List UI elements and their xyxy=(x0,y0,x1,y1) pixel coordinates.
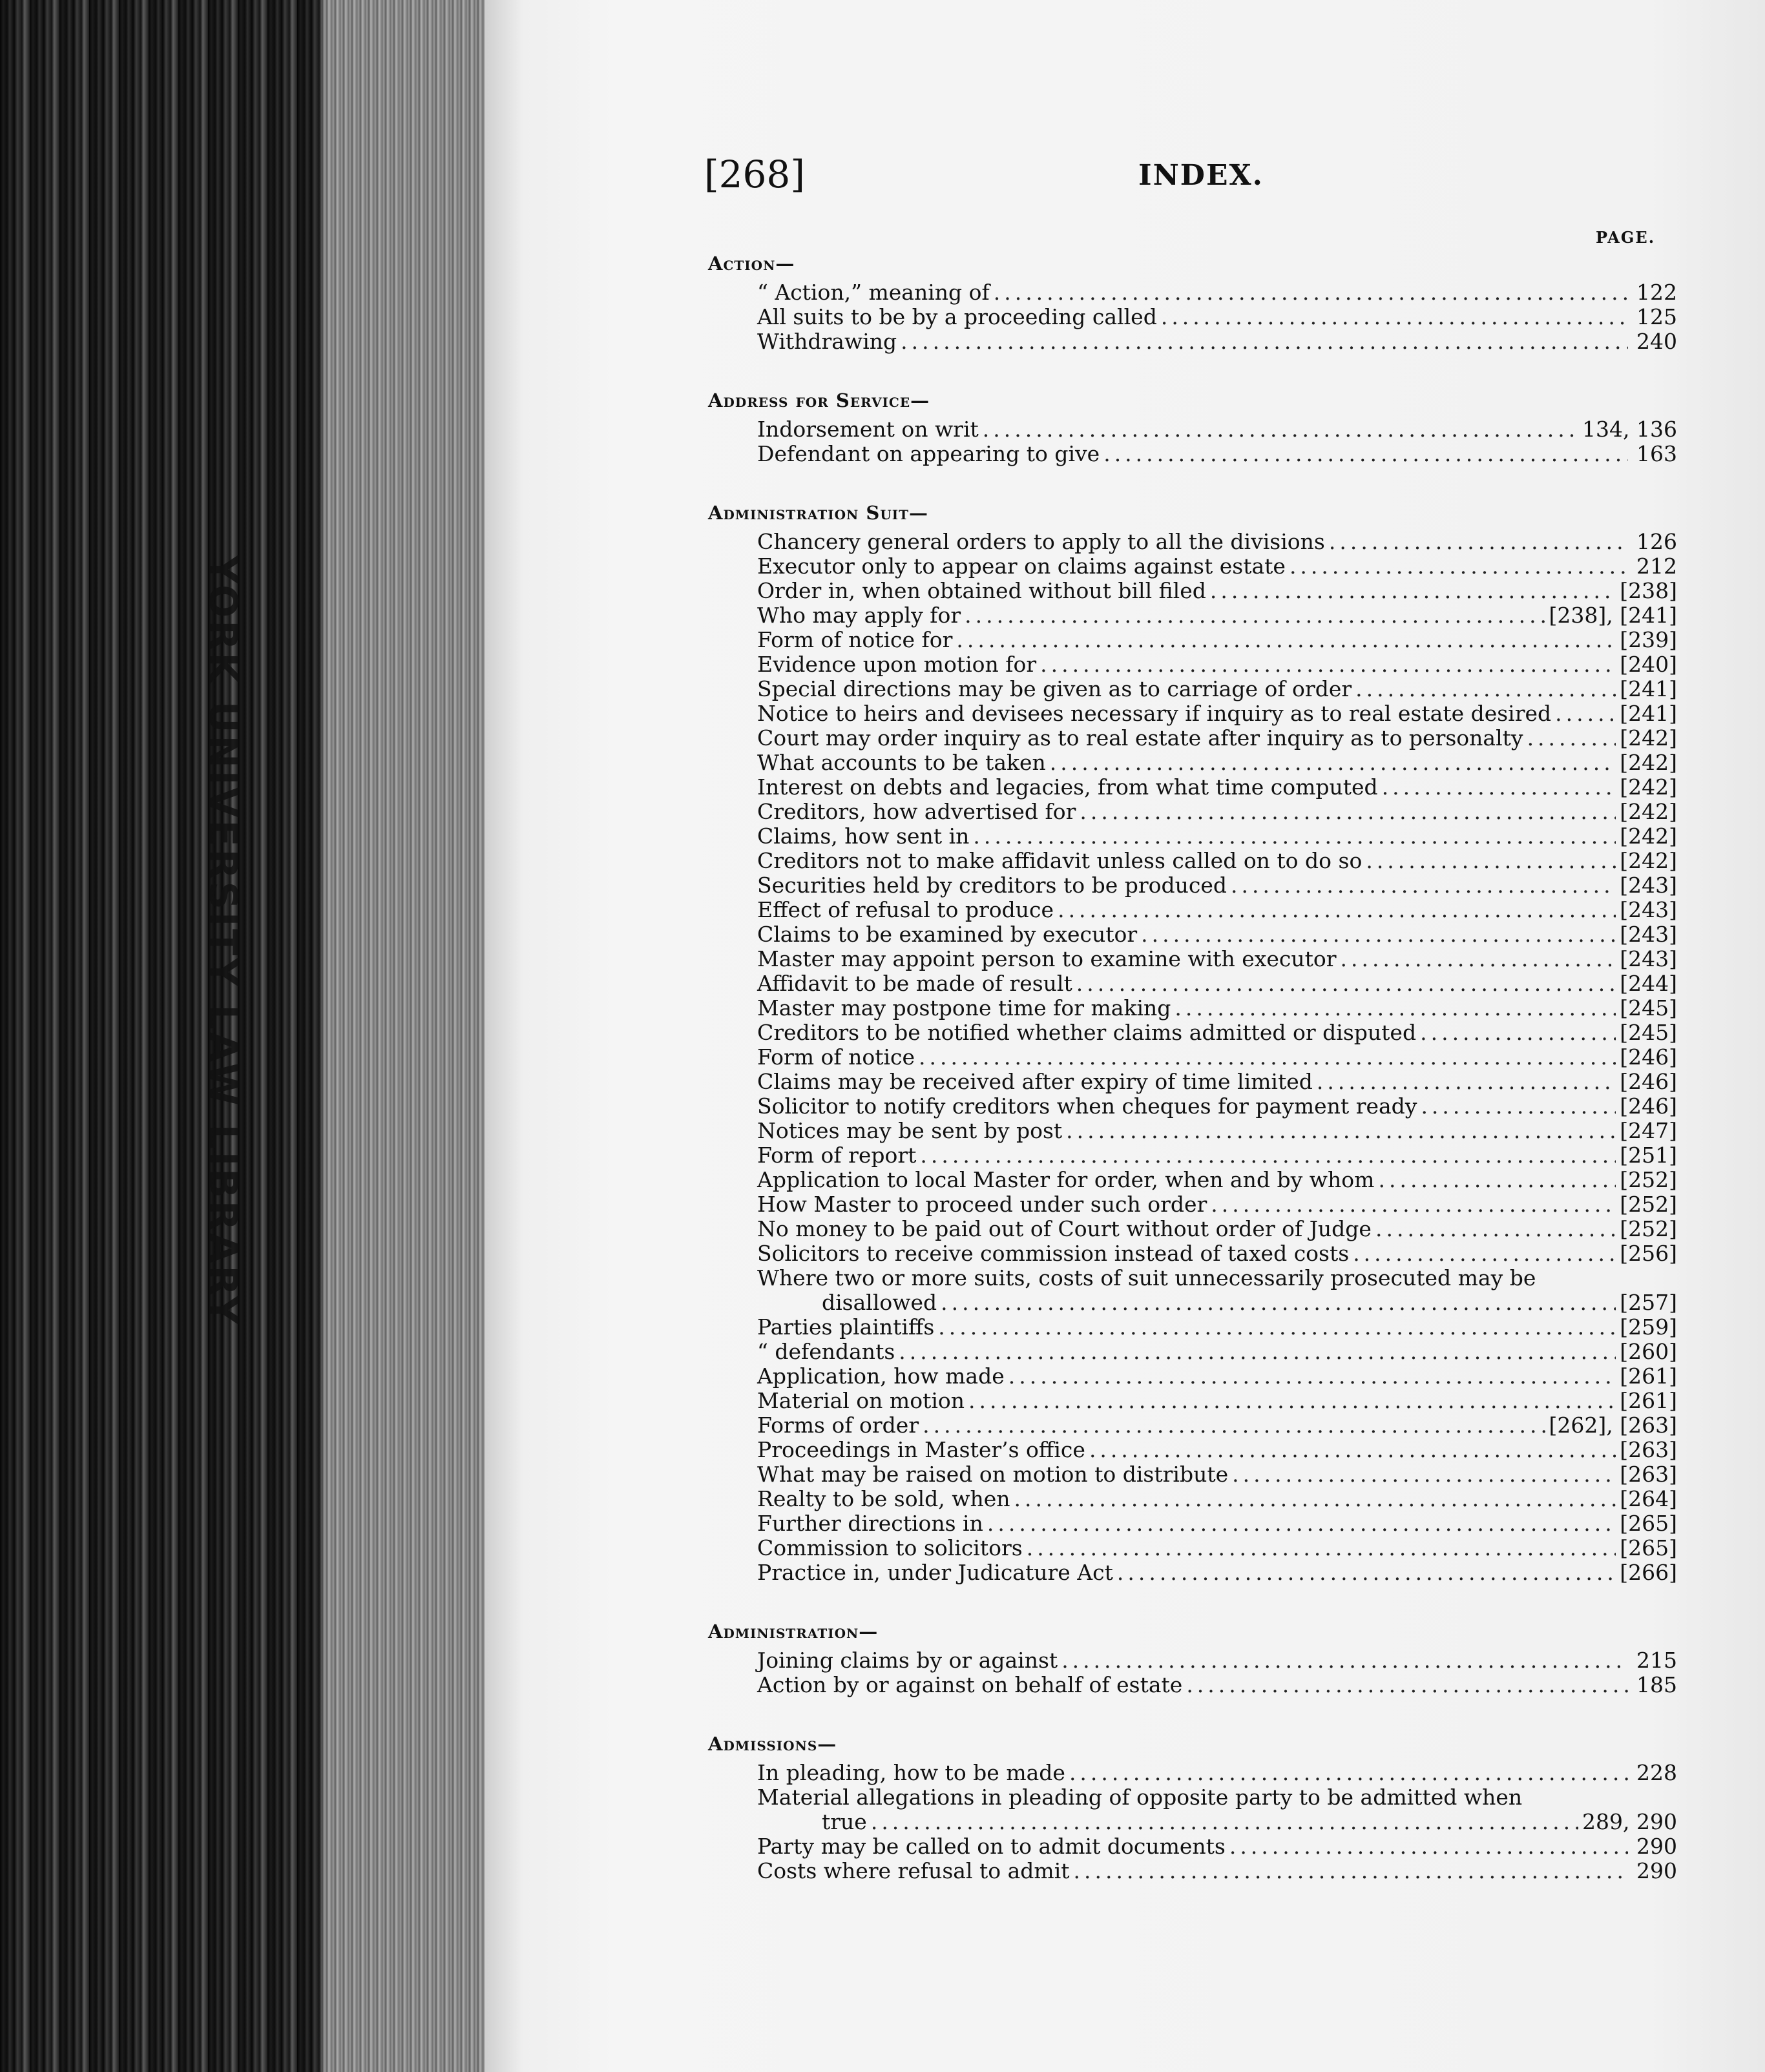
index-entry xyxy=(708,554,1677,579)
dot-leader xyxy=(1027,1536,1616,1560)
dot-leader xyxy=(1366,849,1616,873)
entry-label: Defendant on appearing to give xyxy=(757,441,1100,466)
index-entry xyxy=(708,1340,1677,1364)
entry-label: Court may order inquiry as to real estate after inquiry as to personalty xyxy=(757,725,1523,751)
entry-label: Executor only to appear on claims against estate xyxy=(757,554,1286,579)
index-section xyxy=(708,251,1677,354)
index-entry xyxy=(708,1487,1677,1511)
dot-leader xyxy=(1117,1560,1616,1585)
index-entry xyxy=(708,1020,1677,1045)
index-entry xyxy=(708,1859,1677,1883)
entry-label: Affidavit to be made of result xyxy=(757,971,1072,996)
entry-label: Material on motion xyxy=(757,1388,965,1413)
index-entry xyxy=(708,603,1677,628)
page-reference: 185 xyxy=(1636,1672,1677,1697)
dot-leader xyxy=(1378,1168,1616,1192)
dot-leader xyxy=(994,280,1628,305)
index-entry xyxy=(708,305,1677,329)
index-entry xyxy=(708,1143,1677,1168)
page-reference: [252] xyxy=(1620,1216,1677,1241)
page-reference: 122 xyxy=(1636,280,1677,305)
dot-leader xyxy=(1050,751,1616,775)
section-heading: Address for Service— xyxy=(708,389,930,411)
page-reference: [251] xyxy=(1620,1143,1677,1168)
dot-leader xyxy=(899,1340,1616,1364)
page-header xyxy=(704,152,1667,204)
index-entry xyxy=(708,898,1677,922)
dot-leader xyxy=(1317,1070,1616,1094)
entry-label: Proceedings in Master’s office xyxy=(757,1437,1085,1462)
index-entry xyxy=(708,1094,1677,1119)
entry-label: No money to be paid out of Court without order of Judge xyxy=(757,1216,1372,1241)
entry-label: Application, how made xyxy=(757,1363,1005,1389)
entry-label: Party may be called on to admit documents xyxy=(757,1834,1226,1859)
entry-label: “ Action,” meaning of xyxy=(757,280,990,305)
entry-label: Costs where refusal to admit xyxy=(757,1858,1070,1883)
page-reference: [252] xyxy=(1620,1167,1677,1192)
dot-leader xyxy=(983,417,1578,442)
entry-label: Notices may be sent by post xyxy=(757,1118,1063,1143)
dot-leader xyxy=(1175,996,1616,1020)
index-entry xyxy=(708,1536,1677,1560)
page-reference: [265] xyxy=(1620,1535,1677,1560)
dot-leader xyxy=(956,628,1616,652)
page-reference: [256] xyxy=(1620,1241,1677,1266)
entry-label: Special directions may be given as to carriage of order xyxy=(757,676,1352,701)
entry-label: Application to local Master for order, when and by whom xyxy=(757,1167,1375,1192)
page-reference: [242] xyxy=(1620,824,1677,849)
dot-leader xyxy=(965,603,1545,628)
entry-label: disallowed xyxy=(822,1290,937,1315)
index-entry xyxy=(708,1810,1677,1834)
page-reference: [263] xyxy=(1620,1437,1677,1462)
page-reference: [243] xyxy=(1620,922,1677,947)
index-entry xyxy=(708,996,1677,1020)
index-entry xyxy=(708,1192,1677,1217)
section-heading: Administration— xyxy=(708,1621,879,1642)
entry-label: Indorsement on writ xyxy=(757,417,979,442)
page-column-label: PAGE. xyxy=(1596,228,1656,247)
index-entry xyxy=(708,751,1677,775)
entry-label: Creditors to be notified whether claims admitted or disputed xyxy=(757,1020,1417,1045)
page-reference: [242] xyxy=(1620,750,1677,775)
index-entry xyxy=(708,1834,1677,1859)
page-reference: [266] xyxy=(1620,1560,1677,1585)
dot-leader xyxy=(973,824,1616,849)
page-reference: [245] xyxy=(1620,995,1677,1020)
entry-label: Creditors not to make affidavit unless called on to do so xyxy=(757,848,1363,873)
index-entry xyxy=(708,971,1677,996)
dot-leader xyxy=(1229,1834,1628,1859)
entry-label: Claims may be received after expiry of time limited xyxy=(757,1069,1313,1094)
entry-label: Withdrawing xyxy=(757,329,897,354)
page-reference: 289, 290 xyxy=(1582,1809,1677,1834)
index-entry xyxy=(708,849,1677,873)
dot-leader xyxy=(1141,922,1616,947)
index-entry xyxy=(708,1673,1677,1697)
dot-leader xyxy=(1290,554,1628,579)
entry-label: Evidence upon motion for xyxy=(757,652,1037,677)
entry-label: How Master to proceed under such order xyxy=(757,1192,1207,1217)
index-entry xyxy=(708,824,1677,849)
dot-leader xyxy=(1074,1859,1628,1883)
dot-leader xyxy=(1186,1673,1628,1697)
entry-label: Interest on debts and legacies, from what time computed xyxy=(757,774,1378,800)
index-entry-first-line: Where two or more suits, costs of suit unnecessarily prosecuted may be xyxy=(757,1265,1536,1290)
entry-label: Claims to be examined by executor xyxy=(757,922,1138,947)
page-reference: [243] xyxy=(1620,873,1677,898)
dot-leader xyxy=(1069,1761,1628,1785)
entry-label: Notice to heirs and devisees necessary if inquiry as to real estate desired xyxy=(757,701,1552,726)
page-reference: [261] xyxy=(1620,1363,1677,1389)
page-reference: [246] xyxy=(1620,1093,1677,1119)
index-entry xyxy=(708,1315,1677,1340)
entry-label: Form of report xyxy=(757,1143,917,1168)
dot-leader xyxy=(1080,800,1616,824)
entry-label: Claims, how sent in xyxy=(757,824,970,849)
dot-leader xyxy=(1555,701,1616,726)
entry-label: Securities held by creditors to be produced xyxy=(757,873,1227,898)
index-entry xyxy=(708,1462,1677,1487)
page-reference: [260] xyxy=(1620,1339,1677,1364)
entry-label: true xyxy=(822,1809,867,1834)
index-entry xyxy=(708,1364,1677,1389)
dot-leader xyxy=(1161,305,1628,329)
index-content xyxy=(708,251,1677,1917)
index-entry xyxy=(708,1560,1677,1585)
page-reference: 290 xyxy=(1636,1858,1677,1883)
page-reference: 125 xyxy=(1636,304,1677,329)
dot-leader xyxy=(1061,1648,1628,1673)
dot-leader xyxy=(1103,442,1628,466)
dot-leader xyxy=(920,1143,1616,1168)
index-entry xyxy=(708,628,1677,652)
section-heading: Administration Suit— xyxy=(708,502,929,524)
page-reference: [259] xyxy=(1620,1314,1677,1340)
dot-leader xyxy=(1040,652,1616,677)
index-entry xyxy=(708,1070,1677,1094)
entry-label: All suits to be by a proceeding called xyxy=(757,304,1157,329)
dot-leader xyxy=(941,1290,1616,1315)
index-entry xyxy=(708,1119,1677,1143)
entry-label: What may be raised on motion to distribute xyxy=(757,1462,1229,1487)
dot-leader xyxy=(1008,1364,1616,1389)
page-reference: [239] xyxy=(1620,627,1677,652)
book-page-edges xyxy=(0,0,491,2072)
index-section xyxy=(708,1731,1677,1883)
index-entry xyxy=(708,530,1677,554)
index-entry xyxy=(708,701,1677,726)
page-reference: 240 xyxy=(1636,329,1677,354)
index-entry xyxy=(708,1241,1677,1266)
dot-leader xyxy=(1420,1020,1616,1045)
page-reference: 215 xyxy=(1636,1648,1677,1673)
dot-leader xyxy=(1421,1094,1616,1119)
entry-label: Chancery general orders to apply to all the divisions xyxy=(757,529,1325,554)
entry-label: Solicitors to receive commission instead of taxed costs xyxy=(757,1241,1350,1266)
index-section xyxy=(708,388,1677,466)
page-reference: 134, 136 xyxy=(1582,417,1677,442)
dot-leader xyxy=(919,1045,1616,1070)
dot-leader xyxy=(1066,1119,1616,1143)
page-reference: [262], [263] xyxy=(1549,1413,1677,1438)
index-entry xyxy=(708,1413,1677,1438)
page-reference: [242] xyxy=(1620,725,1677,751)
dot-leader xyxy=(1382,775,1616,800)
index-entry xyxy=(708,1168,1677,1192)
entry-label: Creditors, how advertised for xyxy=(757,799,1076,824)
page-reference: [245] xyxy=(1620,1020,1677,1045)
entry-label: Action by or against on behalf of estate xyxy=(757,1672,1183,1697)
page-reference: [246] xyxy=(1620,1069,1677,1094)
page-reference: [261] xyxy=(1620,1388,1677,1413)
index-entry xyxy=(708,1511,1677,1536)
page-reference: 290 xyxy=(1636,1834,1677,1859)
index-entry xyxy=(708,947,1677,971)
dot-leader xyxy=(1211,1192,1616,1217)
entry-label: What accounts to be taken xyxy=(757,750,1046,775)
dot-leader xyxy=(1329,530,1628,554)
page-reference: [257] xyxy=(1620,1290,1677,1315)
dot-leader xyxy=(1231,873,1616,898)
entry-label: In pleading, how to be made xyxy=(757,1760,1065,1785)
index-section xyxy=(708,500,1677,1585)
index-entry xyxy=(708,417,1677,442)
page-reference: [238] xyxy=(1620,578,1677,603)
entry-label: Form of notice for xyxy=(757,627,953,652)
entry-label: Effect of refusal to produce xyxy=(757,897,1054,922)
page-reference: [242] xyxy=(1620,799,1677,824)
index-entry xyxy=(708,1389,1677,1413)
index-entry xyxy=(708,1045,1677,1070)
dot-leader xyxy=(901,329,1628,354)
entry-label: Master may postpone time for making xyxy=(757,995,1171,1020)
page-reference: [246] xyxy=(1620,1044,1677,1070)
dot-leader xyxy=(938,1315,1616,1340)
entry-label: Master may appoint person to examine with executor xyxy=(757,946,1337,971)
section-heading: Admissions— xyxy=(708,1733,837,1755)
page-reference: 228 xyxy=(1636,1760,1677,1785)
page-reference: [243] xyxy=(1620,946,1677,971)
index-entry xyxy=(708,579,1677,603)
dot-leader xyxy=(1341,947,1616,971)
dot-leader xyxy=(1353,1241,1616,1266)
dot-leader xyxy=(1089,1438,1616,1462)
index-entry xyxy=(708,775,1677,800)
entry-label: Practice in, under Judicature Act xyxy=(757,1560,1113,1585)
page-reference: [242] xyxy=(1620,774,1677,800)
dot-leader xyxy=(1375,1217,1616,1241)
page-reference: [264] xyxy=(1620,1486,1677,1511)
entry-label: Order in, when obtained without bill filed xyxy=(757,578,1206,603)
entry-label: Forms of order xyxy=(757,1413,919,1438)
page-reference: [241] xyxy=(1620,676,1677,701)
index-entry xyxy=(708,280,1677,305)
index-entry xyxy=(708,1217,1677,1241)
dot-leader xyxy=(1232,1462,1616,1487)
index-entry xyxy=(708,1438,1677,1462)
page-reference: 212 xyxy=(1636,554,1677,579)
index-entry xyxy=(708,922,1677,947)
index-entry xyxy=(708,1761,1677,1785)
entry-label: Parties plaintiffs xyxy=(757,1314,935,1340)
section-heading: Action— xyxy=(708,253,795,275)
dot-leader xyxy=(923,1413,1545,1438)
page-reference: 126 xyxy=(1636,529,1677,554)
entry-label: Who may apply for xyxy=(757,603,961,628)
dot-leader xyxy=(1527,726,1616,751)
page-reference: 163 xyxy=(1636,441,1677,466)
dot-leader xyxy=(1355,677,1616,701)
entry-label: Commission to solicitors xyxy=(757,1535,1023,1560)
index-entry xyxy=(708,800,1677,824)
entry-label: Realty to be sold, when xyxy=(757,1486,1010,1511)
index-entry-first-line: Material allegations in pleading of opposite party to be admitted when xyxy=(757,1785,1523,1810)
index-entry xyxy=(708,1648,1677,1673)
index-section xyxy=(708,1619,1677,1697)
page-reference: [240] xyxy=(1620,652,1677,677)
page-reference: [247] xyxy=(1620,1118,1677,1143)
dot-leader xyxy=(987,1511,1616,1536)
index-entry xyxy=(708,442,1677,466)
dot-leader xyxy=(1210,579,1616,603)
dot-leader xyxy=(1058,898,1616,922)
index-entry xyxy=(708,873,1677,898)
dot-leader xyxy=(968,1389,1616,1413)
page-reference: [243] xyxy=(1620,897,1677,922)
page-reference: [265] xyxy=(1620,1511,1677,1536)
page-reference: [244] xyxy=(1620,971,1677,996)
index-entry xyxy=(708,726,1677,751)
entry-label: Form of notice xyxy=(757,1044,915,1070)
page-number: [268] xyxy=(704,152,805,196)
index-entry xyxy=(708,1290,1677,1315)
page-title: INDEX. xyxy=(1138,159,1264,192)
page-reference: [252] xyxy=(1620,1192,1677,1217)
entry-label: Joining claims by or against xyxy=(757,1648,1058,1673)
dot-leader xyxy=(1014,1487,1616,1511)
index-entry xyxy=(708,652,1677,677)
page-reference: [242] xyxy=(1620,848,1677,873)
index-entry xyxy=(708,677,1677,701)
page-reference: [241] xyxy=(1620,701,1677,726)
index-entry xyxy=(708,329,1677,354)
page-reference: [238], [241] xyxy=(1549,603,1677,628)
entry-label: “ defendants xyxy=(757,1339,895,1364)
dot-leader xyxy=(871,1810,1578,1834)
dot-leader xyxy=(1076,971,1616,996)
entry-label: Solicitor to notify creditors when cheques for payment ready xyxy=(757,1093,1417,1119)
page-reference: [263] xyxy=(1620,1462,1677,1487)
spine-stamp: YORK UNIVERSITY LAW LIBRARY xyxy=(200,555,245,1327)
entry-label: Further directions in xyxy=(757,1511,983,1536)
